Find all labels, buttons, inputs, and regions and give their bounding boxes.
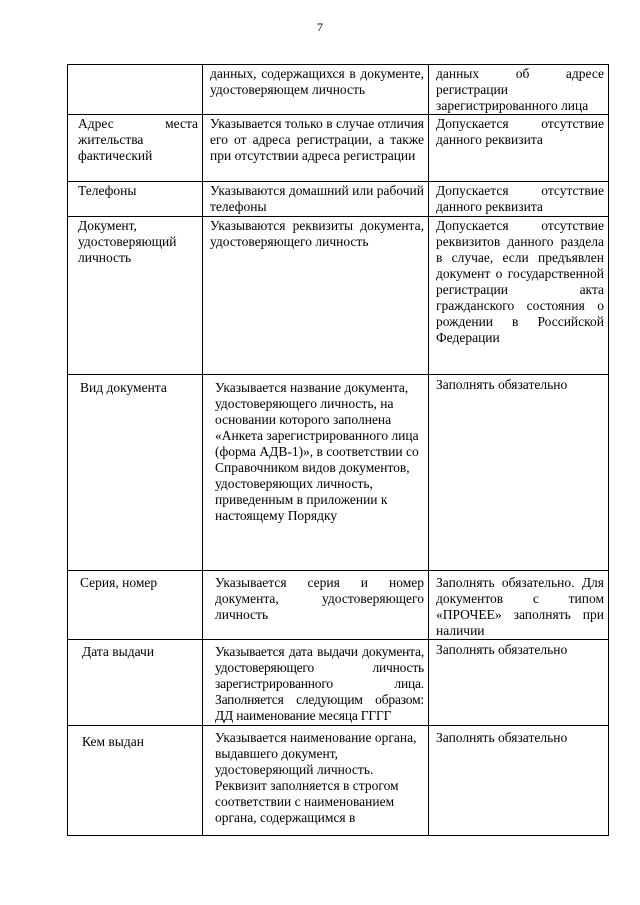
table-row — [68, 375, 609, 571]
table-row — [68, 65, 609, 115]
field-name-cell: Документ, удостоверяющий личность — [68, 217, 203, 375]
field-name-cell: Дата выдачи — [68, 640, 203, 726]
description-cell: Указывается только в случае отличия его от адреса регистрации, а также при отсутствии адреса регистрации — [203, 115, 429, 182]
table-row — [68, 217, 609, 375]
field-name-cell: Адрес места жительства фактический — [68, 115, 203, 182]
description-cell: Указывается серия и номер документа, удостоверяющего личность — [203, 571, 429, 640]
note-cell: данных об адресе регистрации зарегистрированного лица — [429, 65, 609, 115]
table-row — [68, 726, 609, 836]
note-cell: Допускается отсутствие реквизитов данного раздела в случае, если предъявлен документ о государственной регистрации акта гражданского состояния о рождении в Российской Федерации — [429, 217, 609, 375]
note-cell: Заполнять обязательно — [429, 375, 609, 571]
note-cell: Допускается отсутствие данного реквизита — [429, 182, 609, 217]
description-cell: Указывается название документа, удостоверяющего личность, на основании которого заполнена «Анкета зарегистрированного лица (форма АДВ-1)», в соответствии со Справочником видов документов, удостоверяющих личность, приведенным в приложении к настоящему Порядку — [203, 375, 429, 571]
page-number: 7 — [317, 20, 323, 34]
table-row — [68, 115, 609, 182]
description-cell: Указывается дата выдачи документа, удостоверяющего личность зарегистрированного лица. Заполняется следующим образом: ДД наименование месяца ГГГГ — [203, 640, 429, 726]
note-cell: Заполнять обязательно — [429, 726, 609, 836]
note-cell: Заполнять обязательно. Для документов с типом «ПРОЧЕЕ» заполнять при наличии — [429, 571, 609, 640]
table-row — [68, 571, 609, 640]
note-cell: Допускается отсутствие данного реквизита — [429, 115, 609, 182]
table-row — [68, 640, 609, 726]
table-row — [68, 182, 609, 217]
field-name-cell: Вид документа — [68, 375, 203, 571]
description-cell: Указываются реквизиты документа, удостоверяющего личность — [203, 217, 429, 375]
field-name-cell — [68, 65, 203, 115]
description-cell: данных, содержащихся в документе, удостоверяющем личность — [203, 65, 429, 115]
field-name-cell: Серия, номер — [68, 571, 203, 640]
description-cell: Указываются домашний или рабочий телефоны — [203, 182, 429, 217]
description-cell: Указывается наименование органа, выдавшего документ, удостоверяющий личность. Реквизит заполняется в строгом соответствии с наименованием органа, содержащимся в — [203, 726, 429, 836]
field-name-cell: Кем выдан — [68, 726, 203, 836]
field-name-cell: Телефоны — [68, 182, 203, 217]
note-cell: Заполнять обязательно — [429, 640, 609, 726]
requisites-table — [67, 64, 609, 836]
